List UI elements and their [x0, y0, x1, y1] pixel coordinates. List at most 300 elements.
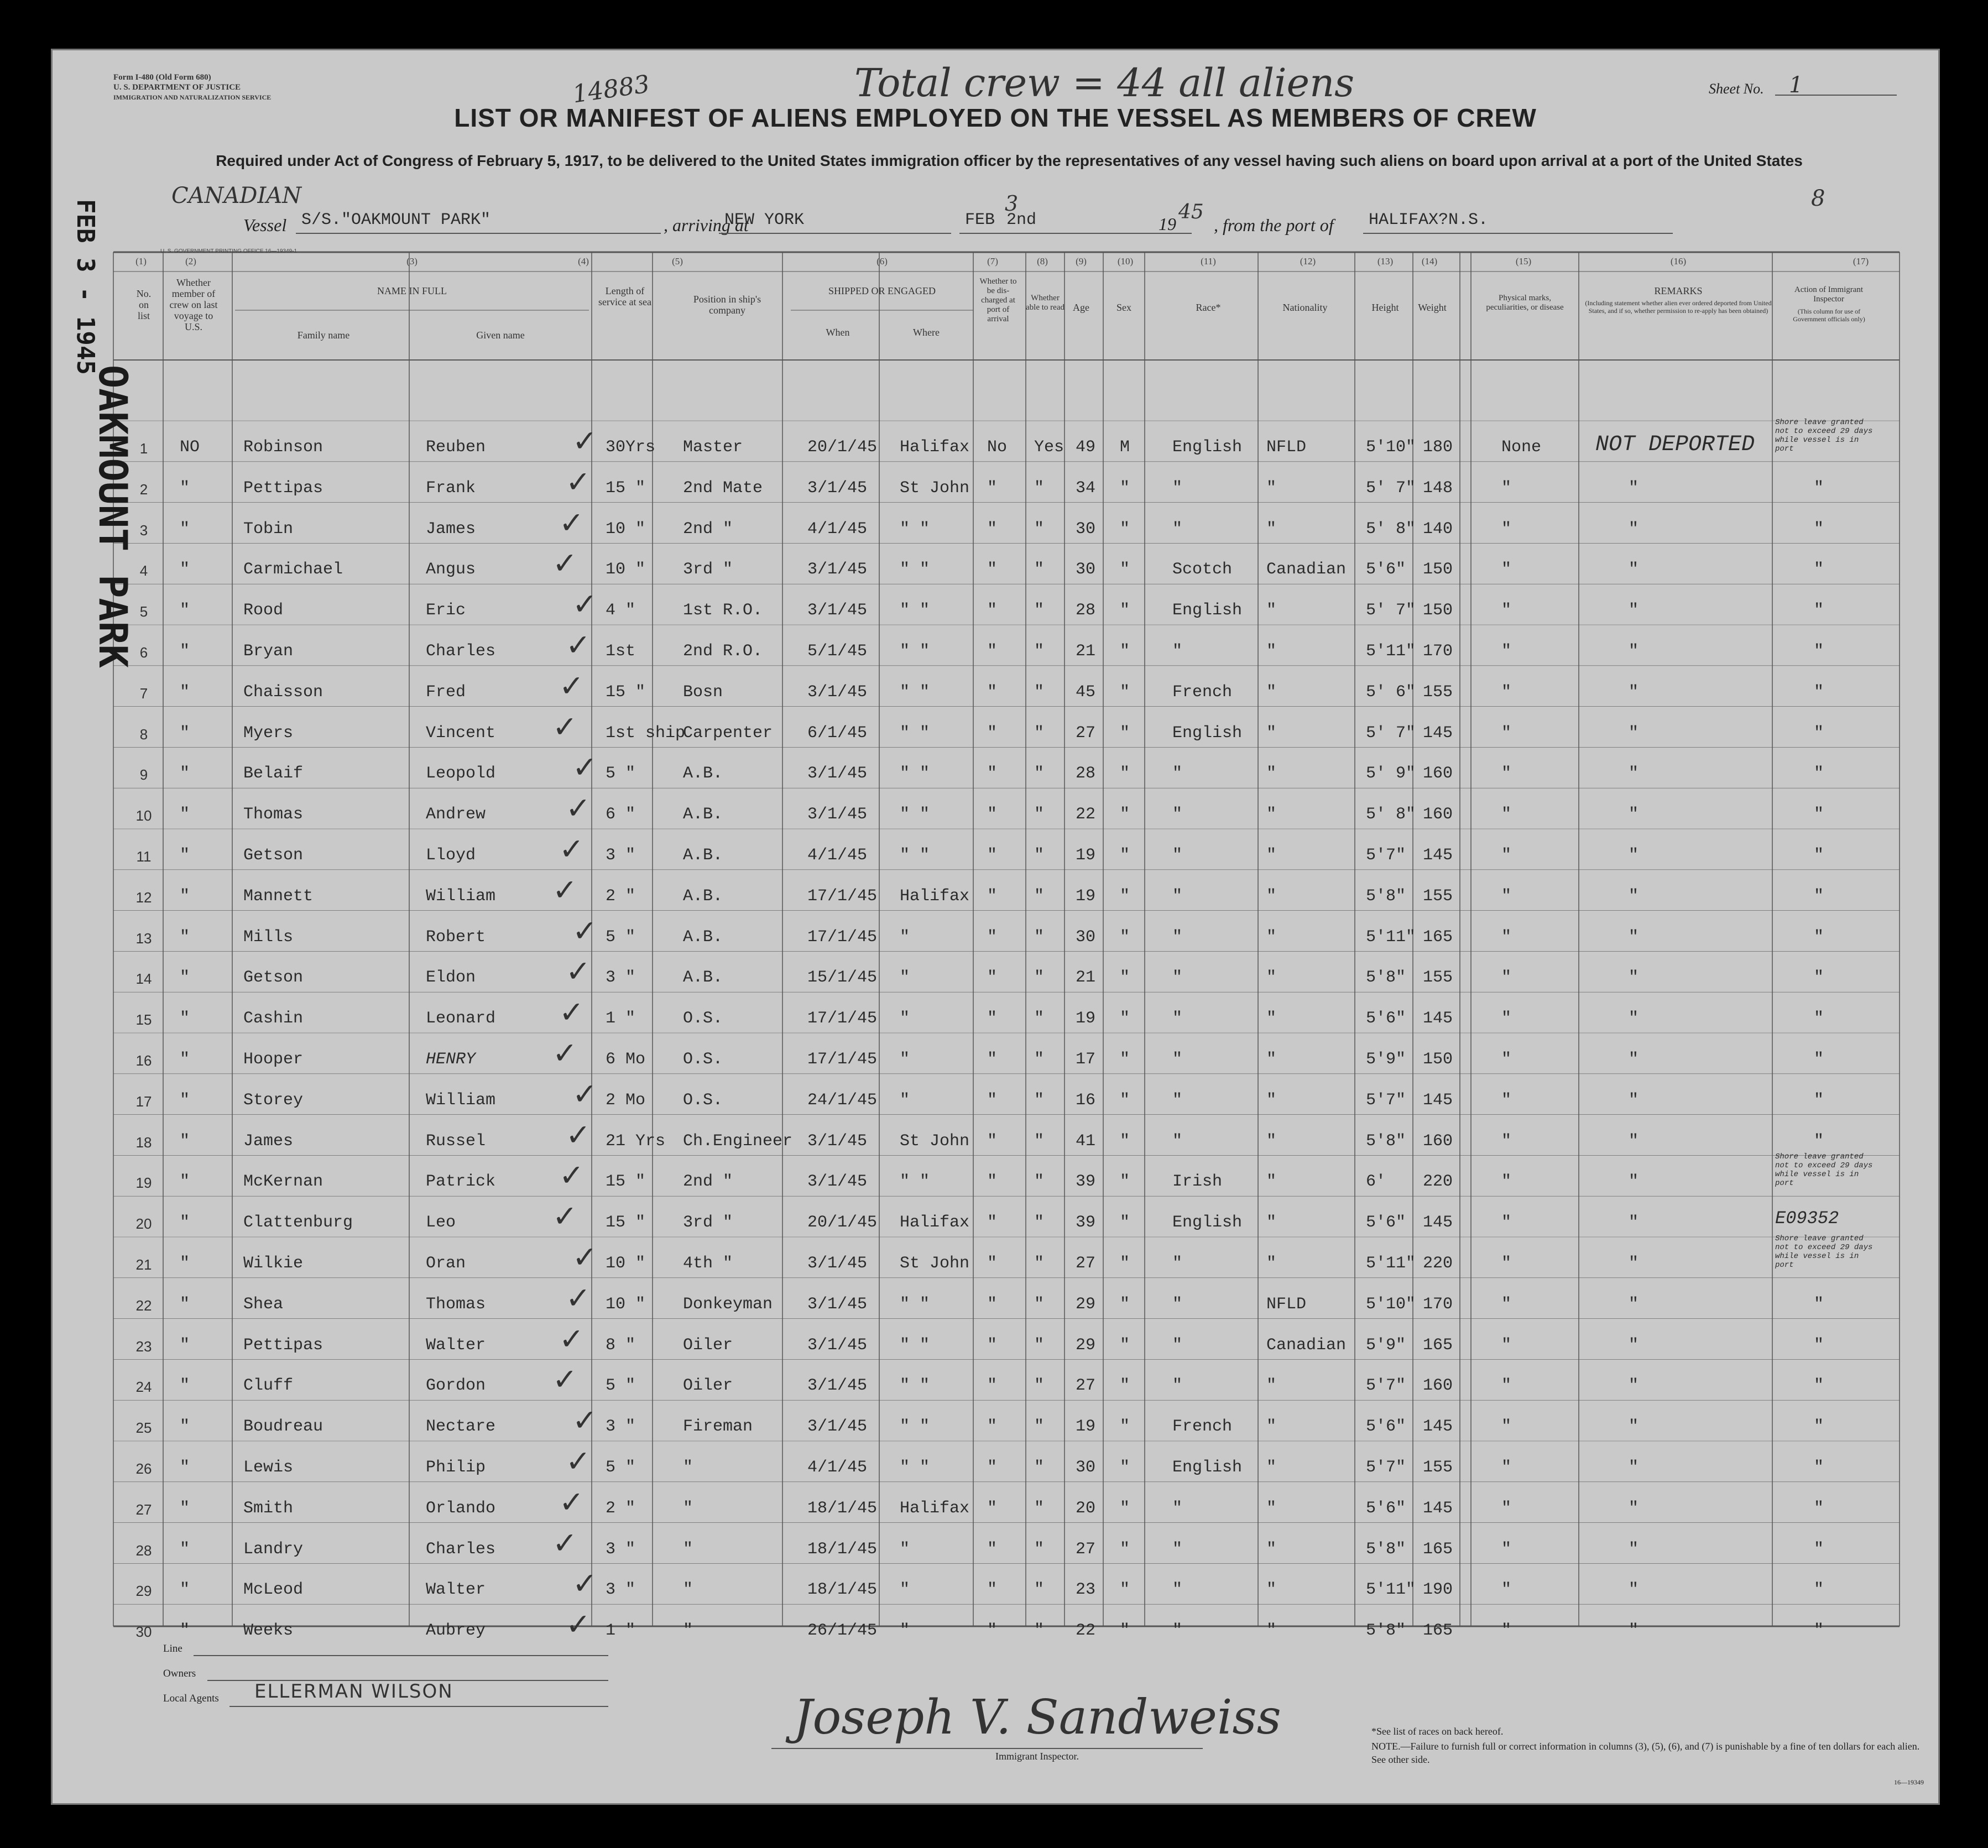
row-given-name: Nectare — [426, 1417, 496, 1437]
row-height: 5'8" — [1366, 1621, 1406, 1641]
row-physical-marks: " — [1501, 1213, 1512, 1233]
row-race: " — [1172, 1499, 1183, 1518]
row-remarks: " — [1629, 1458, 1639, 1477]
row-length-of-service: 1 " — [606, 1621, 636, 1641]
row-able-to-read: " — [1034, 1131, 1045, 1151]
printing-office-line: U. S. GOVERNMENT PRINTING OFFICE 16—19349-1 — [160, 248, 298, 254]
row-given-name: Robert — [426, 927, 486, 947]
row-remarks: " — [1629, 1050, 1639, 1069]
row-age: 21 — [1076, 642, 1096, 661]
row-sex: " — [1120, 1050, 1130, 1069]
row-able-to-read: " — [1034, 1254, 1045, 1273]
sheet-label: Sheet No. — [1709, 81, 1764, 97]
row-position: O.S. — [683, 1050, 723, 1069]
row-weight: 145 — [1423, 1417, 1453, 1437]
row-sex: " — [1120, 1131, 1130, 1151]
row-action: " — [1814, 1009, 1824, 1029]
row-remarks: " — [1629, 1539, 1639, 1559]
row-given-name: Leopold — [426, 764, 496, 784]
date-stamp: FEB 3 - 1945 — [71, 199, 100, 375]
row-race: " — [1172, 1580, 1183, 1600]
row-when: 3/1/45 — [807, 1172, 868, 1192]
row-sex: " — [1120, 1213, 1130, 1233]
check-mark-icon: ✓ — [566, 791, 591, 826]
row-sex: " — [1120, 1254, 1130, 1273]
row-length-of-service: 1st ship — [606, 723, 686, 743]
row-where: " — [900, 1050, 910, 1069]
row-position: " — [683, 1580, 693, 1600]
row-height: 5'6" — [1366, 1499, 1406, 1518]
row-sex: " — [1120, 642, 1130, 661]
row-member: " — [180, 1580, 190, 1600]
row-height: 5'11" — [1366, 642, 1416, 661]
row-member: " — [180, 1050, 190, 1069]
row-nationality: " — [1266, 1213, 1277, 1233]
row-member: " — [180, 886, 190, 906]
row-length-of-service: 21 Yrs — [606, 1131, 666, 1151]
row-position: 1st R.O. — [683, 601, 763, 620]
row-member: " — [180, 1090, 190, 1110]
colnum-13: (13) — [1377, 256, 1394, 267]
row-sex: " — [1120, 1090, 1130, 1110]
row-given-name: William — [426, 1090, 496, 1110]
row-family-name: Belaif — [243, 764, 304, 784]
row-discharged: " — [987, 1050, 998, 1069]
row-length-of-service: 15 " — [606, 1172, 646, 1192]
row-sex: " — [1120, 1294, 1130, 1314]
row-height: 5' 8" — [1366, 519, 1416, 539]
row-able-to-read: " — [1034, 886, 1045, 906]
row-position: 3rd " — [683, 1213, 733, 1233]
header-whether-member: Whether member of crew on last voyage to U.S. — [169, 277, 218, 332]
row-nationality: " — [1266, 601, 1277, 620]
row-height: 5'8" — [1366, 1539, 1406, 1559]
row-height: 5' 7" — [1366, 601, 1416, 620]
row-when: 4/1/45 — [807, 1458, 868, 1477]
check-mark-icon: ✓ — [572, 424, 598, 458]
row-nationality: " — [1266, 519, 1277, 539]
row-family-name: Smith — [243, 1499, 294, 1518]
row-position: 4th " — [683, 1254, 733, 1273]
row-age: 28 — [1076, 601, 1096, 620]
row-weight: 160 — [1423, 1131, 1453, 1151]
colnum-3: (3) — [406, 256, 418, 267]
check-mark-icon: ✓ — [552, 709, 578, 744]
row-physical-marks: " — [1501, 1376, 1512, 1396]
colnum-6: (6) — [876, 256, 888, 267]
check-mark-icon: ✓ — [572, 1076, 598, 1111]
row-where: Halifax — [900, 1213, 970, 1233]
row-height: 5' 9" — [1366, 764, 1416, 784]
row-race: " — [1172, 846, 1183, 865]
header-shipped-or-engaged: SHIPPED OR ENGAGED — [828, 285, 936, 296]
local-agents-value: ELLERMAN WILSON — [254, 1680, 453, 1703]
row-member: " — [180, 682, 190, 702]
row-weight: 145 — [1423, 1009, 1453, 1029]
row-discharged: " — [987, 1009, 998, 1029]
row-when: 20/1/45 — [807, 438, 878, 457]
row-height: 5'8" — [1366, 968, 1406, 988]
row-given-name: HENRY — [426, 1050, 476, 1069]
row-given-name: Charles — [426, 642, 496, 661]
row-length-of-service: 6 Mo — [606, 1050, 646, 1069]
row-member: " — [180, 1335, 190, 1355]
row-where: " " — [900, 764, 930, 784]
row-number: 10 — [135, 807, 152, 824]
row-action: " — [1814, 968, 1824, 988]
header-able-to-read: Whether able to read — [1026, 294, 1065, 312]
row-position: Carpenter — [683, 723, 773, 743]
vessel-name: S/S."OAKMOUNT PARK" — [301, 211, 491, 229]
row-able-to-read: " — [1034, 1621, 1045, 1641]
row-race: Irish — [1172, 1172, 1223, 1192]
row-sex: " — [1120, 764, 1130, 784]
check-mark-icon: ✓ — [566, 1607, 591, 1642]
row-position: Donkeyman — [683, 1294, 773, 1314]
row-number: 21 — [135, 1256, 152, 1273]
row-age: 20 — [1076, 1499, 1096, 1518]
row-where: St John — [900, 478, 970, 498]
check-mark-icon: ✓ — [572, 913, 598, 948]
row-physical-marks: " — [1501, 1009, 1512, 1029]
row-when: 24/1/45 — [807, 1090, 878, 1110]
row-remarks: " — [1629, 1090, 1639, 1110]
row-when: 17/1/45 — [807, 1009, 878, 1029]
row-physical-marks: " — [1501, 723, 1512, 743]
check-mark-icon: ✓ — [566, 628, 591, 662]
row-nationality: " — [1266, 1090, 1277, 1110]
row-member: " — [180, 927, 190, 947]
row-able-to-read: " — [1034, 764, 1045, 784]
row-race: " — [1172, 1050, 1183, 1069]
row-weight: 155 — [1423, 1458, 1453, 1477]
form-identifier — [113, 72, 271, 102]
row-where: Halifax — [900, 438, 970, 457]
row-age: 16 — [1076, 1090, 1096, 1110]
row-length-of-service: 8 " — [606, 1335, 636, 1355]
year-handwritten: 45 — [1178, 201, 1204, 223]
row-discharged: " — [987, 642, 998, 661]
row-length-of-service: 5 " — [606, 1458, 636, 1477]
row-family-name: Mills — [243, 927, 294, 947]
row-sex: " — [1120, 1417, 1130, 1437]
row-height: 5' 7" — [1366, 723, 1416, 743]
colnum-15: (15) — [1515, 256, 1532, 267]
row-when: 5/1/45 — [807, 642, 868, 661]
row-number: 15 — [135, 1011, 152, 1029]
row-age: 28 — [1076, 764, 1096, 784]
header-name-in-full: NAME IN FULL — [377, 285, 447, 296]
row-position: Fireman — [683, 1417, 753, 1437]
row-physical-marks: " — [1501, 927, 1512, 947]
header-discharged: Whether to be dis- charged at port of arrival — [979, 277, 1017, 323]
row-able-to-read: " — [1034, 1580, 1045, 1600]
row-height: 5'6" — [1366, 560, 1406, 580]
row-race: " — [1172, 1335, 1183, 1355]
row-sex: " — [1120, 886, 1130, 906]
row-weight: 190 — [1423, 1580, 1453, 1600]
colnum-17: (17) — [1853, 256, 1869, 267]
row-action: " — [1814, 1294, 1824, 1314]
row-nationality: " — [1266, 478, 1277, 498]
row-height: 5'8" — [1366, 886, 1406, 906]
row-able-to-read: " — [1034, 1294, 1045, 1314]
row-physical-marks: " — [1501, 1580, 1512, 1600]
row-age: 17 — [1076, 1050, 1096, 1069]
row-able-to-read: " — [1034, 1335, 1045, 1355]
row-nationality: " — [1266, 1621, 1277, 1641]
row-when: 26/1/45 — [807, 1621, 878, 1641]
row-remarks: " — [1629, 886, 1639, 906]
form-number: Form I-480 (Old Form 680) — [113, 73, 211, 82]
row-physical-marks: " — [1501, 560, 1512, 580]
row-remarks: " — [1629, 1417, 1639, 1437]
service-name: IMMIGRATION AND NATURALIZATION SERVICE — [113, 93, 272, 101]
row-physical-marks: " — [1501, 1294, 1512, 1314]
row-weight: 220 — [1423, 1254, 1453, 1273]
colnum-4: (4) — [578, 256, 589, 267]
row-given-name: Leonard — [426, 1009, 496, 1029]
check-mark-icon: ✓ — [572, 587, 598, 622]
header-sex: Sex — [1116, 302, 1131, 313]
row-discharged: " — [987, 1580, 998, 1600]
colnum-2: (2) — [185, 256, 196, 267]
row-discharged: " — [987, 846, 998, 865]
row-length-of-service: 2 " — [606, 886, 636, 906]
row-able-to-read: " — [1034, 723, 1045, 743]
colnum-1: (1) — [135, 256, 147, 267]
row-discharged: No — [987, 438, 1008, 457]
check-mark-icon: ✓ — [566, 1117, 591, 1152]
row-age: 30 — [1076, 560, 1096, 580]
header-weight: Weight — [1418, 302, 1447, 313]
row-weight: 150 — [1423, 560, 1453, 580]
row-family-name: Chaisson — [243, 682, 323, 702]
row-height: 5'9" — [1366, 1050, 1406, 1069]
row-race: English — [1172, 601, 1243, 620]
row-family-name: Wilkie — [243, 1254, 304, 1273]
page-title: LIST OR MANIFEST OF ALIENS EMPLOYED ON THE VESSEL AS MEMBERS OF CREW — [454, 103, 1537, 132]
row-when: 3/1/45 — [807, 560, 868, 580]
row-discharged: " — [987, 1131, 998, 1151]
row-number: 3 — [139, 521, 148, 539]
row-nationality: Canadian — [1266, 560, 1347, 580]
row-position: A.B. — [683, 846, 723, 865]
row-discharged: " — [987, 1539, 998, 1559]
row-remarks: " — [1629, 682, 1639, 702]
row-physical-marks: " — [1501, 1621, 1512, 1641]
row-weight: 145 — [1423, 1213, 1453, 1233]
arrival-month: FEB — [965, 211, 995, 229]
row-family-name: McKernan — [243, 1172, 323, 1192]
row-weight: 150 — [1423, 601, 1453, 620]
row-number: 17 — [135, 1093, 152, 1110]
row-height: 5'6" — [1366, 1417, 1406, 1437]
row-discharged: " — [987, 560, 998, 580]
row-given-name: Frank — [426, 478, 476, 498]
colnum-5: (5) — [672, 256, 683, 267]
row-position: " — [683, 1458, 693, 1477]
row-family-name: Storey — [243, 1090, 304, 1110]
row-family-name: Myers — [243, 723, 294, 743]
row-height: 5'11" — [1366, 927, 1416, 947]
row-able-to-read: " — [1034, 805, 1045, 824]
row-where: " — [900, 968, 910, 988]
row-age: 30 — [1076, 1458, 1096, 1477]
row-height: 5'11" — [1366, 1580, 1416, 1600]
check-mark-icon: ✓ — [566, 1444, 591, 1479]
row-given-name: Fred — [426, 682, 466, 702]
row-member: " — [180, 560, 190, 580]
row-height: 5'10" — [1366, 438, 1416, 457]
row-sex: " — [1120, 846, 1130, 865]
row-number: 12 — [135, 889, 152, 906]
row-physical-marks: " — [1501, 1254, 1512, 1273]
row-given-name: William — [426, 886, 496, 906]
colnum-11: (11) — [1201, 256, 1216, 267]
row-member: " — [180, 1376, 190, 1396]
row-number: 19 — [135, 1174, 152, 1192]
row-height: 5' 8" — [1366, 805, 1416, 824]
row-where: " " — [900, 519, 930, 539]
row-where: St John — [900, 1254, 970, 1273]
row-nationality: " — [1266, 1539, 1277, 1559]
penalty-note: NOTE.—Failure to furnish full or correct information in columns (3), (5), (6), and (7) is punishable by a fine of ten dollars for each alien. See other side. — [1371, 1741, 1920, 1765]
row-where: " — [900, 927, 910, 947]
row-able-to-read: " — [1034, 1213, 1045, 1233]
row-remarks: NOT DEPORTED — [1595, 432, 1755, 457]
row-physical-marks: " — [1501, 1539, 1512, 1559]
row-discharged: " — [987, 1294, 998, 1314]
check-mark-icon: ✓ — [572, 1240, 598, 1275]
row-when: 3/1/45 — [807, 1131, 868, 1151]
colnum-12: (12) — [1300, 256, 1316, 267]
row-physical-marks: " — [1501, 1335, 1512, 1355]
row-nationality: " — [1266, 1131, 1277, 1151]
row-race: " — [1172, 478, 1183, 498]
row-member: " — [180, 723, 190, 743]
row-nationality: " — [1266, 1050, 1277, 1069]
row-physical-marks: " — [1501, 1090, 1512, 1110]
row-physical-marks: " — [1501, 519, 1512, 539]
row-discharged: " — [987, 519, 998, 539]
row-discharged: " — [987, 682, 998, 702]
row-discharged: " — [987, 1499, 998, 1518]
row-discharged: " — [987, 1254, 998, 1273]
row-age: 49 — [1076, 438, 1096, 457]
row-member: " — [180, 1172, 190, 1192]
row-able-to-read: " — [1034, 1090, 1045, 1110]
row-when: 3/1/45 — [807, 1254, 868, 1273]
row-weight: 145 — [1423, 846, 1453, 865]
row-able-to-read: " — [1034, 519, 1045, 539]
row-when: 17/1/45 — [807, 886, 878, 906]
row-length-of-service: 4 " — [606, 601, 636, 620]
row-remarks: " — [1629, 519, 1639, 539]
from-port-label: , from the port of — [1214, 215, 1334, 235]
row-remarks: " — [1629, 1294, 1639, 1314]
row-given-name: Angus — [426, 560, 476, 580]
row-sex: " — [1120, 1009, 1130, 1029]
row-weight: 220 — [1423, 1172, 1453, 1192]
row-age: 29 — [1076, 1335, 1096, 1355]
row-member: " — [180, 1417, 190, 1437]
row-family-name: Weeks — [243, 1621, 294, 1641]
header-position: Position in ship's company — [693, 294, 761, 316]
row-discharged: " — [987, 601, 998, 620]
check-mark-icon: ✓ — [559, 1484, 585, 1520]
row-when: 18/1/45 — [807, 1580, 878, 1600]
row-height: 5'10" — [1366, 1294, 1416, 1314]
row-physical-marks: " — [1501, 682, 1512, 702]
row-remarks: " — [1629, 478, 1639, 498]
row-when: 3/1/45 — [807, 1376, 868, 1396]
row-length-of-service: 15 " — [606, 1213, 646, 1233]
row-member: " — [180, 1254, 190, 1273]
row-discharged: " — [987, 764, 998, 784]
row-remarks: " — [1629, 1335, 1639, 1355]
row-where: " " — [900, 642, 930, 661]
vessel-line — [296, 233, 661, 234]
row-remarks: " — [1629, 1009, 1639, 1029]
row-physical-marks: " — [1501, 1172, 1512, 1192]
row-action: " — [1814, 927, 1824, 947]
row-length-of-service: 3 " — [606, 1417, 636, 1437]
row-physical-marks: " — [1501, 886, 1512, 906]
row-age: 19 — [1076, 1417, 1096, 1437]
row-sex: " — [1120, 1172, 1130, 1192]
row-action: " — [1814, 560, 1824, 580]
row-able-to-read: " — [1034, 682, 1045, 702]
row-member: " — [180, 1213, 190, 1233]
row-physical-marks: " — [1501, 601, 1512, 620]
row-race: French — [1172, 1417, 1233, 1437]
row-number: 25 — [135, 1419, 152, 1437]
check-mark-icon: ✓ — [572, 750, 598, 785]
row-where: " " — [900, 1294, 930, 1314]
row-able-to-read: " — [1034, 1050, 1045, 1069]
row-given-name: Russel — [426, 1131, 486, 1151]
row-number: 4 — [139, 562, 148, 580]
year-prefix: 19 — [1159, 214, 1176, 234]
header-no-on-list: No. on list — [136, 288, 152, 321]
row-sex: " — [1120, 1580, 1130, 1600]
header-height: Height — [1371, 302, 1399, 313]
row-age: 39 — [1076, 1213, 1096, 1233]
row-length-of-service: 3 " — [606, 1539, 636, 1559]
row-nationality: " — [1266, 805, 1277, 824]
arrival-day-typed: 2nd — [1006, 211, 1037, 229]
row-where: " — [900, 1580, 910, 1600]
row-family-name: Clattenburg — [243, 1213, 353, 1233]
row-age: 27 — [1076, 1254, 1096, 1273]
check-mark-icon: ✓ — [559, 995, 585, 1030]
arriving-label: , arriving at — [664, 215, 749, 235]
row-when: 4/1/45 — [807, 846, 868, 865]
row-given-name: Thomas — [426, 1294, 486, 1314]
row-remarks: " — [1629, 723, 1639, 743]
row-physical-marks: " — [1501, 642, 1512, 661]
row-action: " — [1814, 1458, 1824, 1477]
form-code: 16—19349 — [1894, 1778, 1924, 1786]
row-where: " " — [900, 1376, 930, 1396]
row-family-name: Carmichael — [243, 560, 343, 580]
row-discharged: " — [987, 723, 998, 743]
row-length-of-service: 10 " — [606, 519, 646, 539]
row-action: " — [1814, 519, 1824, 539]
row-race: " — [1172, 519, 1183, 539]
row-member: " — [180, 968, 190, 988]
